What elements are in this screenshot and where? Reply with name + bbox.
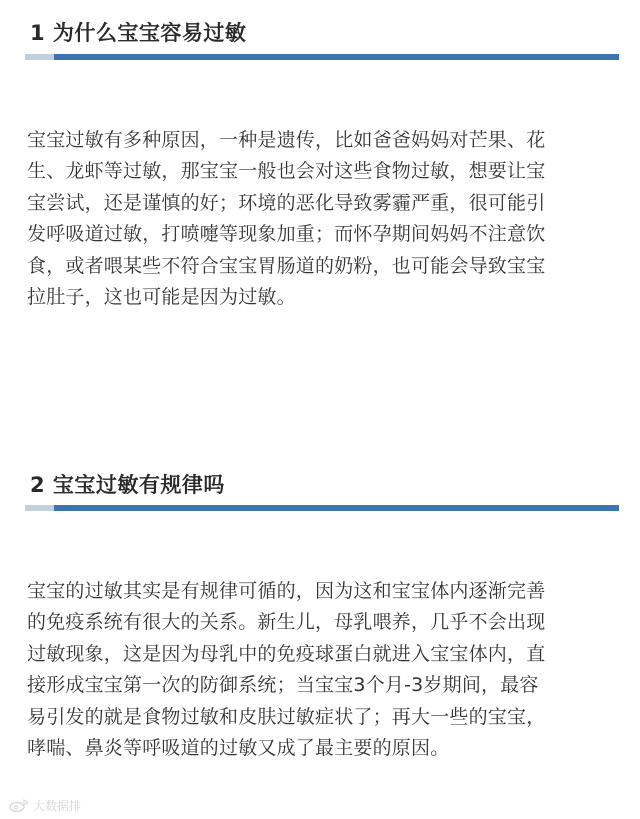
- paragraph-line: 宝宝的过敏其实是有规律可循的，因为这和宝宝体内逐渐完善: [27, 580, 546, 602]
- divider-dark-segment: [54, 505, 619, 511]
- section-paragraph: [27, 576, 617, 764]
- watermark-text: 大数据排: [33, 798, 82, 813]
- divider-light-segment: [25, 505, 54, 511]
- paragraph-line: 宝宝过敏有多种原因，一种是遗传，比如爸爸妈妈对芒果、花: [27, 129, 546, 151]
- section-heading: 2 宝宝过敏有规律吗: [30, 473, 225, 497]
- heading-divider: [25, 505, 619, 511]
- paragraph-line: 接形成宝宝第一次的防御系统；当宝宝3个月-3岁期间，最容: [27, 674, 539, 697]
- paragraph-line: 过敏现象，这是因为母乳中的免疫球蛋白就进入宝宝体内，直: [27, 642, 546, 665]
- paragraph-line: 发呼吸道过敏，打喷嚏等现象加重；而怀孕期间妈妈不注意饮: [27, 223, 546, 246]
- paragraph-line: 哮喘、鼻炎等呼吸道的过敏又成了最主要的原因。: [27, 737, 450, 760]
- paragraph-line: 拉肚子，这也可能是因为过敏。: [27, 286, 296, 309]
- paragraph-line: 食，或者喂某些不符合宝宝胃肠道的奶粉，也可能会导致宝宝: [27, 254, 546, 277]
- watermark: [8, 795, 81, 815]
- paragraph-line: 易引发的就是食物过敏和皮肤过敏症状了；再大一些的宝宝，: [27, 705, 546, 728]
- section-heading: 1 为什么宝宝容易过敏: [30, 21, 247, 45]
- paragraph-line: 生、龙虾等过敏，那宝宝一般也会对这些食物过敏，想要让宝: [27, 160, 546, 183]
- paragraph-line: 的免疫系统有很大的关系。新生儿，母乳喂养，几乎不会出现: [27, 611, 546, 634]
- weibo-icon: [8, 798, 30, 812]
- paragraph-line: 宝尝试，还是谨慎的好；环境的恶化导致雾霾严重，很可能引: [27, 191, 546, 214]
